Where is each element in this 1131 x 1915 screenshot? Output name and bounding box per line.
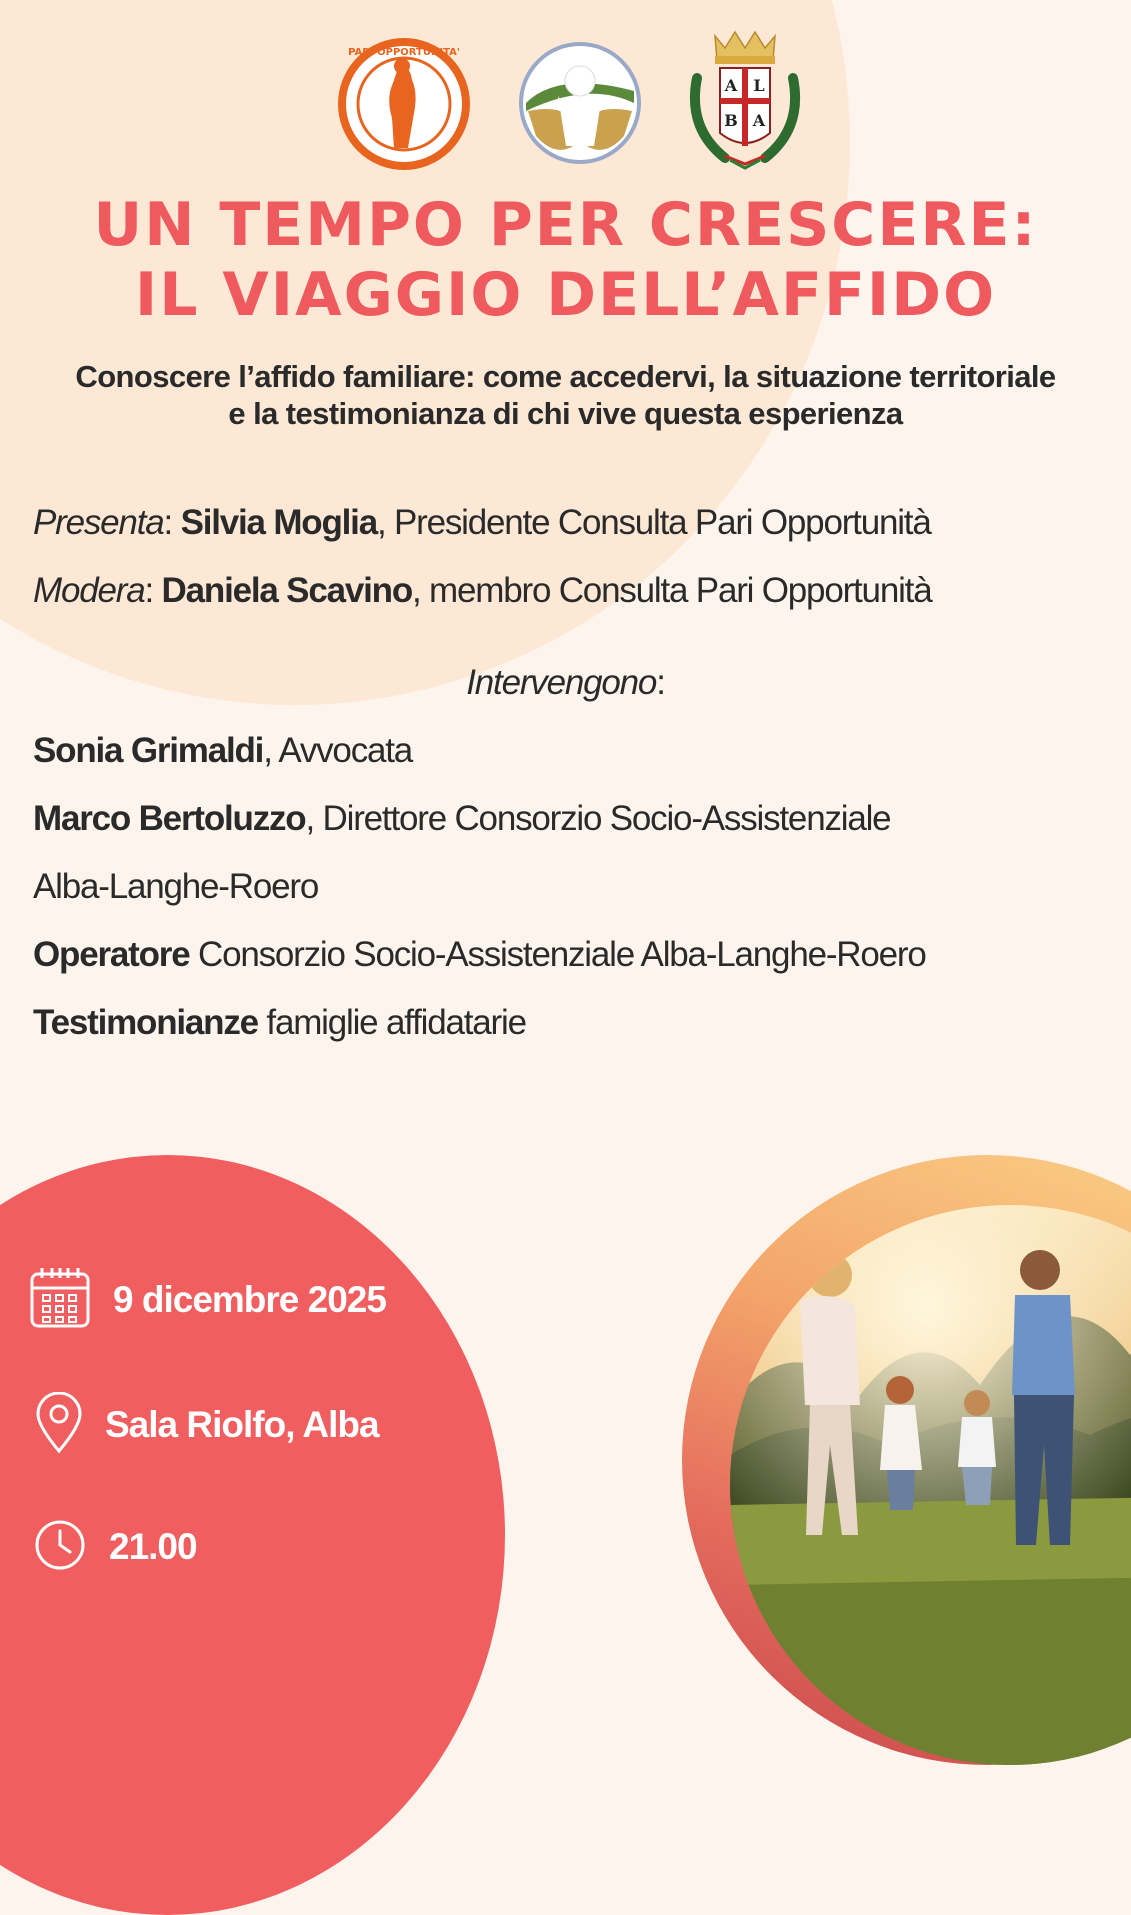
subtitle xyxy=(20,358,1111,432)
alba-coat-of-arms xyxy=(685,28,805,178)
speaker-name: Sonia Grimaldi xyxy=(33,731,264,770)
event-time-row xyxy=(30,1512,197,1582)
calendar-icon xyxy=(30,1266,90,1335)
subtitle-line-1: Conoscere l’affido familiare: come accedervi, la situazione territoriale xyxy=(75,359,1056,394)
speaker-line xyxy=(33,1003,526,1043)
speaker-name: Operatore xyxy=(33,935,190,974)
logo-text: PARI OPPORTUNITA' xyxy=(348,47,460,58)
role-label: Presenta xyxy=(33,503,164,542)
title-line-2: IL VIAGGIO DELL’AFFIDO xyxy=(134,260,997,330)
speaker-line xyxy=(33,731,412,771)
event-date-row xyxy=(30,1265,386,1335)
speaker-line xyxy=(33,799,890,839)
subtitle-line-2: e la testimonianza di chi vive questa esperienza xyxy=(228,396,903,431)
clock-icon xyxy=(34,1519,86,1576)
presenter-description: , Presidente Consulta Pari Opportunità xyxy=(376,503,931,542)
title-line-1: UN TEMPO PER CRESCERE: xyxy=(93,190,1038,260)
speaker-description: , Direttore Consorzio Socio-Assistenziale xyxy=(305,799,891,838)
speakers-heading xyxy=(0,663,1131,703)
speakers-label: Intervengono xyxy=(466,663,657,702)
event-time: 21.00 xyxy=(109,1526,197,1567)
speaker-description: , Avvocata xyxy=(263,731,413,770)
speaker-name: Marco Bertoluzzo xyxy=(33,799,306,838)
role-separator: : xyxy=(144,571,162,610)
event-date: 9 dicembre 2025 xyxy=(113,1279,386,1320)
speaker-description: Alba-Langhe-Roero xyxy=(33,867,319,906)
speaker-line-continuation xyxy=(33,867,318,907)
page-title xyxy=(0,190,1131,330)
coat-letter: A xyxy=(752,111,766,130)
event-place: Sala Riolfo, Alba xyxy=(105,1404,379,1445)
speaker-line xyxy=(33,935,926,975)
location-pin-icon xyxy=(34,1392,84,1459)
speaker-name: Testimonianze xyxy=(33,1003,258,1042)
role-label: Modera xyxy=(33,571,145,610)
moderator-name: Daniela Scavino xyxy=(161,571,412,610)
coat-letter: B xyxy=(724,111,738,130)
speaker-description: Consorzio Socio-Assistenziale Alba-Langhe-Roero xyxy=(189,935,926,974)
event-place-row xyxy=(30,1390,379,1460)
role-separator: : xyxy=(163,503,181,542)
logo-bar xyxy=(0,28,1131,178)
affido-logo xyxy=(518,41,642,170)
coat-letter: L xyxy=(753,76,765,95)
coat-letter: A xyxy=(724,76,738,95)
presenter-name: Silvia Moglia xyxy=(180,503,377,542)
presenter-line xyxy=(33,503,931,543)
speakers-separator: : xyxy=(656,663,665,702)
speaker-description: famiglie affidatarie xyxy=(257,1003,526,1042)
pari-opportunita-logo xyxy=(338,38,470,175)
moderator-description: , membro Consulta Pari Opportunità xyxy=(412,571,932,610)
moderator-line xyxy=(33,571,931,611)
